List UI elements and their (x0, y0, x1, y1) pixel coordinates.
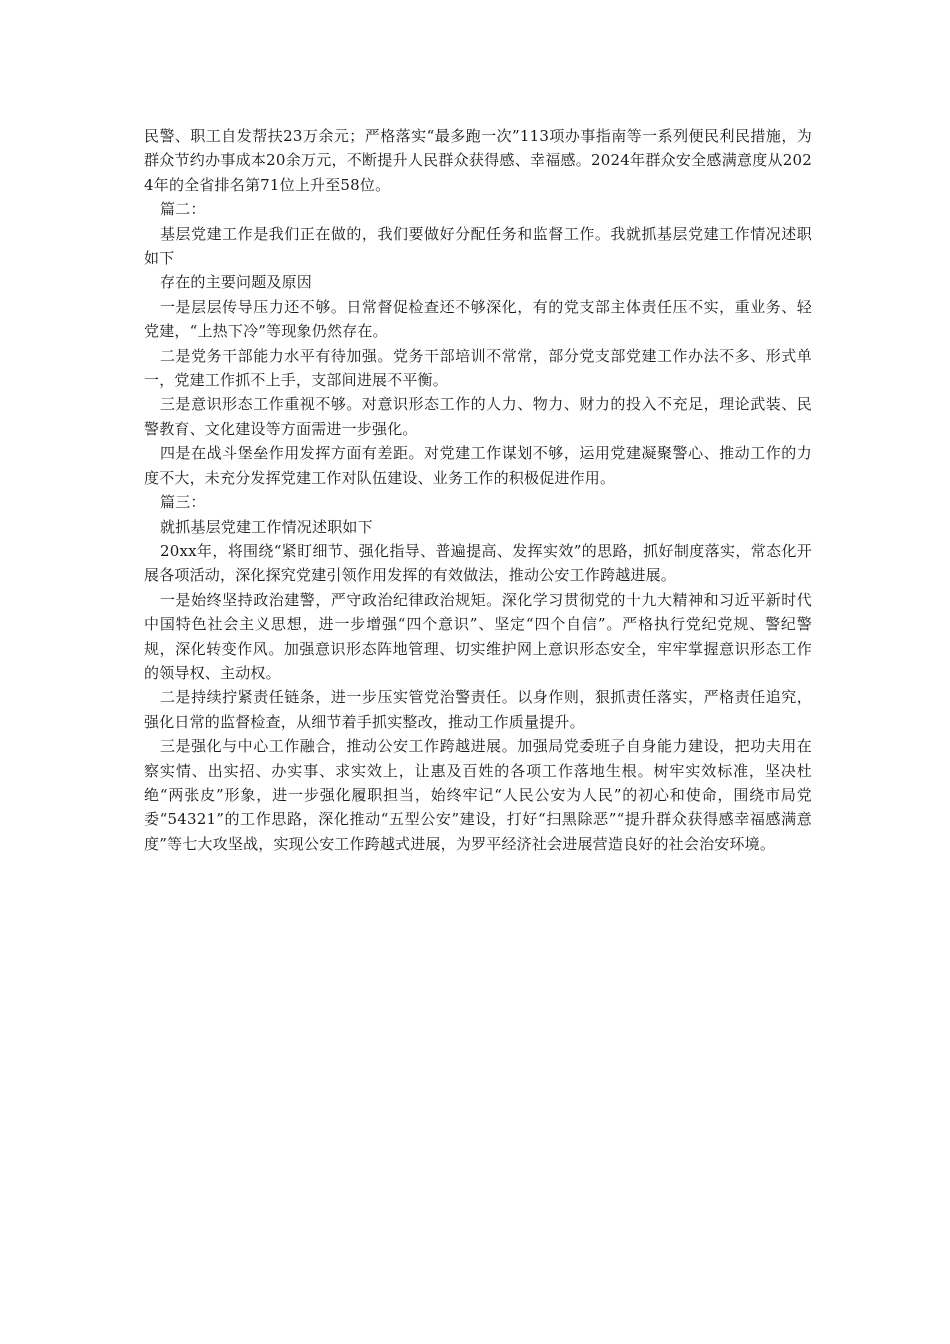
section-heading-part-three: 篇三： (160, 493, 206, 512)
paragraph-11: 20xx年，将围绕“紧盯细节、强化指导、普遍提高、发挥实效”的思路，抓好制度落实，常态化开展各项活动，深化探究党建引领作用发挥的有效做法，推动公安工作跨越进展。 (144, 541, 812, 585)
paragraph-12: 一是始终坚持政治建警，严守政治纪律政治规矩。深化学习贯彻党的十九大精神和习近平新时代中国特色社会主义思想，进一步增强“四个意识”、坚定“四个自信”。严格执行党纪党规、警纪警规，深化转变作风。加强意识形态阵地管理、切实维护网上意识形态安全，牢牢掌握意识形态工作的领导权、主动权。 (144, 590, 812, 682)
paragraph-3: 基层党建工作是我们正在做的，我们要做好分配任务和监督工作。我就抓基层党建工作情况述职如下 (144, 224, 812, 268)
subheading-problems: 存在的主要问题及原因 (160, 273, 313, 292)
paragraph-5: 一是层层传导压力还不够。日常督促检查还不够深化，有的党支部主体责任压不实，重业务、轻党建，“上热下冷”等现象仍然存在。 (144, 297, 812, 341)
paragraph-6: 二是党务干部能力水平有待加强。党务干部培训不常常，部分党支部党建工作办法不多、形式单一，党建工作抓不上手，支部间进展不平衡。 (144, 346, 812, 390)
paragraph-1: 民警、职工自发帮扶23万余元；严格落实“最多跑一次”113项办事指南等一系列便民利民措施，为群众节约办事成本20余万元，不断提升人民群众获得感、幸福感。2024年群众安全感满意度从2024年的全省排名第71位上升至58位。 (144, 127, 812, 194)
paragraph-10: 就抓基层党建工作情况述职如下 (160, 517, 373, 536)
document-body (144, 124, 812, 856)
section-heading-part-two: 篇二： (160, 200, 206, 219)
paragraph-14: 三是强化与中心工作融合，推动公安工作跨越进展。加强局党委班子自身能力建设，把功夫用在察实情、出实招、办实事、求实效上，让惠及百姓的各项工作落地生根。树牢实效标准，坚决杜绝“两张皮”形象，进一步强化履职担当，始终牢记“人民公安为人民”的初心和使命，围绕市局党委“54321”的工作思路，深化推动“五型公安”建设，打好“扫黑除恶”“提升群众获得感幸福感满意度”等七大攻坚战，实现公安工作跨越式进展，为罗平经济社会进展营造良好的社会治安环境。 (144, 737, 812, 853)
paragraph-7: 三是意识形态工作重视不够。对意识形态工作的人力、物力、财力的投入不充足，理论武装、民警教育、文化建设等方面需进一步强化。 (144, 395, 812, 438)
paragraph-8: 四是在战斗堡垒作用发挥方面有差距。对党建工作谋划不够，运用党建凝聚警心、推动工作的力度不大，未充分发挥党建工作对队伍建设、业务工作的积极促进作用。 (144, 444, 812, 487)
paragraph-13: 二是持续拧紧责任链条，进一步压实管党治警责任。以身作则，狠抓责任落实，严格责任追究，强化日常的监督检查，从细节着手抓实整改，推动工作质量提升。 (144, 688, 812, 731)
